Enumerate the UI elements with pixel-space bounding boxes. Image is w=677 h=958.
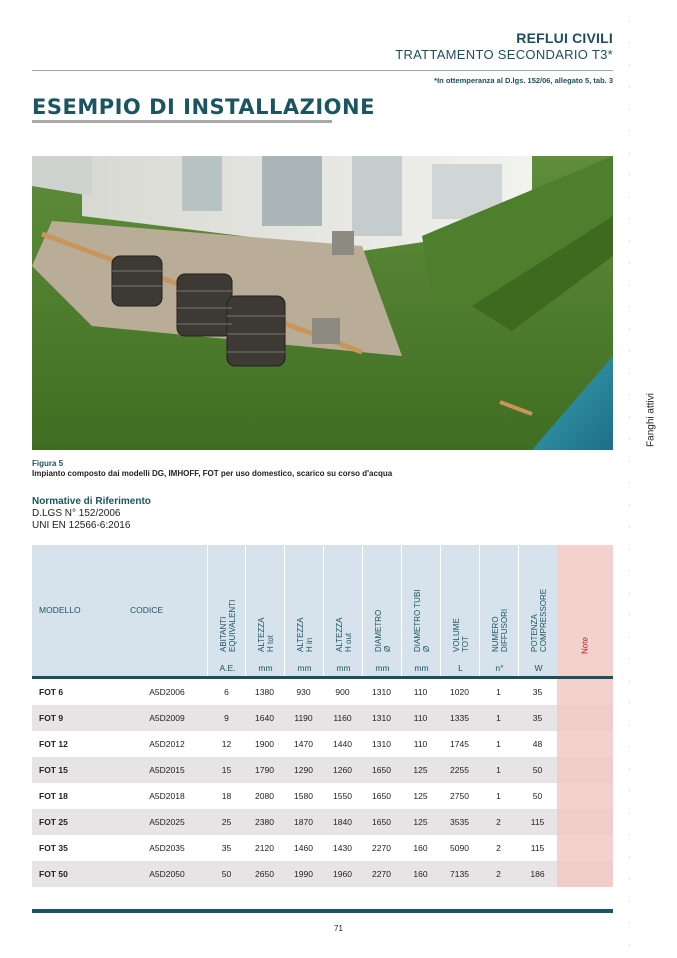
- value-cell: 125: [413, 817, 428, 827]
- header-column: [518, 545, 558, 660]
- value-cell: 1550: [333, 791, 352, 801]
- value-cell: 125: [413, 791, 428, 801]
- code-cell: A5D2012: [149, 739, 185, 749]
- value-cell: 3535: [450, 817, 469, 827]
- header-column: [323, 545, 363, 660]
- specs-table: [32, 545, 613, 887]
- note-cell: [557, 809, 613, 835]
- note-cell: [557, 679, 613, 705]
- value-cell: 35: [532, 713, 543, 723]
- header-codice: CODICE: [130, 605, 164, 615]
- value-cell: 1745: [450, 739, 469, 749]
- value-cell: 7135: [450, 869, 469, 879]
- value-cell: 12: [221, 739, 232, 749]
- value-cell: 160: [413, 843, 428, 853]
- code-cell: A5D2009: [149, 713, 185, 723]
- code-cell: A5D2050: [149, 869, 185, 879]
- figure-caption: [32, 459, 392, 478]
- value-cell: 1430: [333, 843, 352, 853]
- table-row: [32, 705, 613, 731]
- note-cell: [557, 757, 613, 783]
- header-note-label: Note: [580, 637, 590, 654]
- unit-label: mm: [401, 660, 441, 676]
- value-cell: 1960: [333, 869, 352, 879]
- header-footnote: *In ottemperanza al D.lgs. 152/06, allegato 5, tab. 3: [434, 76, 613, 85]
- model-cell: FOT 18: [39, 791, 68, 801]
- value-cell: 5090: [450, 843, 469, 853]
- header-note: [557, 545, 613, 676]
- value-cell: 1160: [333, 713, 352, 723]
- value-cell: 110: [413, 687, 428, 697]
- unit-label: L: [440, 660, 480, 676]
- header-column: [362, 545, 402, 660]
- table-row: [32, 783, 613, 809]
- value-cell: 1460: [294, 843, 313, 853]
- value-cell: 50: [221, 869, 232, 879]
- section-underline: [32, 120, 332, 123]
- value-cell: 2270: [372, 869, 391, 879]
- value-cell: 2120: [255, 843, 274, 853]
- value-cell: 1190: [294, 713, 313, 723]
- unit-label: n°: [479, 660, 519, 676]
- footer-bar: [32, 909, 613, 913]
- figure-label: Figura 5: [32, 459, 64, 468]
- note-cell: [557, 731, 613, 757]
- value-cell: 50: [532, 765, 543, 775]
- value-cell: 1310: [372, 739, 391, 749]
- model-cell: FOT 6: [39, 687, 64, 697]
- value-cell: 1640: [255, 713, 274, 723]
- side-label-text: Fanghi attivi: [645, 393, 657, 447]
- value-cell: 1440: [333, 739, 352, 749]
- value-cell: 1650: [372, 817, 391, 827]
- normative-item: D.LGS N° 152/2006: [32, 508, 121, 519]
- note-cell: [557, 705, 613, 731]
- note-cell: [557, 783, 613, 809]
- value-cell: 1: [496, 739, 501, 749]
- value-cell: 2: [496, 869, 501, 879]
- model-cell: FOT 12: [39, 739, 68, 749]
- model-cell: FOT 35: [39, 843, 68, 853]
- value-cell: 50: [532, 791, 543, 801]
- unit-label: mm: [323, 660, 363, 676]
- side-label: [641, 380, 661, 460]
- header-column-label: DIAMETRO Ø: [373, 609, 392, 652]
- value-cell: 930: [296, 687, 311, 697]
- header-subcategory: TRATTAMENTO SECONDARIO T3*: [395, 47, 613, 62]
- value-cell: 110: [413, 713, 428, 723]
- value-cell: 110: [413, 739, 428, 749]
- model-cell: FOT 15: [39, 765, 68, 775]
- value-cell: 186: [530, 869, 545, 879]
- normative-label: Normative di Riferimento: [32, 496, 151, 507]
- value-cell: 1470: [294, 739, 313, 749]
- header-category: REFLUI CIVILI: [516, 30, 613, 46]
- header-column-label: ABITANTI EQUIVALENTI: [218, 599, 237, 652]
- value-cell: 2: [496, 817, 501, 827]
- header-column: [401, 545, 441, 660]
- table-row: [32, 835, 613, 861]
- code-cell: A5D2006: [149, 687, 185, 697]
- table-body: [32, 679, 613, 887]
- installation-illustration: [32, 156, 613, 450]
- table-row: [32, 731, 613, 757]
- value-cell: 900: [335, 687, 350, 697]
- header-column: [440, 545, 480, 660]
- value-cell: 1: [496, 765, 501, 775]
- header-modello: MODELLO: [39, 605, 81, 615]
- model-cell: FOT 50: [39, 869, 68, 879]
- header-column: [245, 545, 285, 660]
- unit-label: mm: [362, 660, 402, 676]
- code-cell: A5D2035: [149, 843, 185, 853]
- value-cell: 48: [532, 739, 543, 749]
- value-cell: 1790: [255, 765, 274, 775]
- table-row: [32, 757, 613, 783]
- value-cell: 115: [530, 843, 545, 853]
- value-cell: 1900: [255, 739, 274, 749]
- value-cell: 1380: [255, 687, 274, 697]
- value-cell: 1290: [294, 765, 313, 775]
- value-cell: 1870: [294, 817, 313, 827]
- value-cell: 1: [496, 713, 501, 723]
- table-row: [32, 861, 613, 887]
- value-cell: 2750: [450, 791, 469, 801]
- value-cell: 2650: [255, 869, 274, 879]
- note-cell: [557, 861, 613, 887]
- value-cell: 6: [224, 687, 229, 697]
- code-cell: A5D2018: [149, 791, 185, 801]
- value-cell: 18: [221, 791, 232, 801]
- value-cell: 1840: [333, 817, 352, 827]
- page-number: 71: [334, 924, 343, 933]
- header-column: [207, 545, 247, 660]
- value-cell: 1310: [372, 687, 391, 697]
- table-row: [32, 679, 613, 705]
- value-cell: 2380: [255, 817, 274, 827]
- value-cell: 160: [413, 869, 428, 879]
- unit-label: mm: [284, 660, 324, 676]
- figure-caption-text: Impianto composto dai modelli DG, IMHOFF, FOT per uso domestico, scarico su corso d'acqua: [32, 469, 393, 478]
- value-cell: 1650: [372, 791, 391, 801]
- value-cell: 2080: [255, 791, 274, 801]
- value-cell: 1310: [372, 713, 391, 723]
- value-cell: 35: [221, 843, 232, 853]
- side-dotted-guide: [629, 0, 630, 958]
- value-cell: 1650: [372, 765, 391, 775]
- value-cell: 9: [224, 713, 229, 723]
- value-cell: 15: [221, 765, 232, 775]
- normative-block: [32, 496, 151, 532]
- header-column-label: ALTEZZA H in: [295, 617, 314, 652]
- section-title: ESEMPIO DI INSTALLAZIONE: [32, 95, 375, 119]
- header-column-label: POTENZA COMPRESSORE: [529, 588, 548, 652]
- value-cell: 1020: [450, 687, 469, 697]
- value-cell: 25: [221, 817, 232, 827]
- header-column-label: VOLUME TOT: [451, 618, 470, 652]
- unit-label: mm: [245, 660, 285, 676]
- note-cell: [557, 835, 613, 861]
- model-cell: FOT 25: [39, 817, 68, 827]
- value-cell: 1335: [450, 713, 469, 723]
- model-cell: FOT 9: [39, 713, 64, 723]
- header-column: [479, 545, 519, 660]
- value-cell: 2270: [372, 843, 391, 853]
- unit-row: [32, 660, 613, 676]
- value-cell: 1: [496, 791, 501, 801]
- header-column-label: NUMERO DIFFUSORI: [490, 608, 509, 652]
- header-divider: [32, 70, 613, 71]
- normative-item: UNI EN 12566-6:2016: [32, 520, 131, 531]
- header-column-label: ALTEZZA H tot: [256, 617, 275, 652]
- unit-label: A.E.: [207, 660, 247, 676]
- value-cell: 1990: [294, 869, 313, 879]
- header-column-label: ALTEZZA H out: [334, 617, 353, 652]
- value-cell: 2: [496, 843, 501, 853]
- header-column: [284, 545, 324, 660]
- value-cell: 125: [413, 765, 428, 775]
- value-cell: 1580: [294, 791, 313, 801]
- value-cell: 1260: [333, 765, 352, 775]
- value-cell: 2255: [450, 765, 469, 775]
- table-header: [32, 545, 613, 676]
- code-cell: A5D2025: [149, 817, 185, 827]
- value-cell: 35: [532, 687, 543, 697]
- header-column-label: DIAMETRO TUBI Ø: [412, 589, 431, 652]
- page-header: [395, 30, 613, 62]
- value-cell: 115: [530, 817, 545, 827]
- value-cell: 1: [496, 687, 501, 697]
- unit-label: W: [518, 660, 558, 676]
- code-cell: A5D2015: [149, 765, 185, 775]
- table-row: [32, 809, 613, 835]
